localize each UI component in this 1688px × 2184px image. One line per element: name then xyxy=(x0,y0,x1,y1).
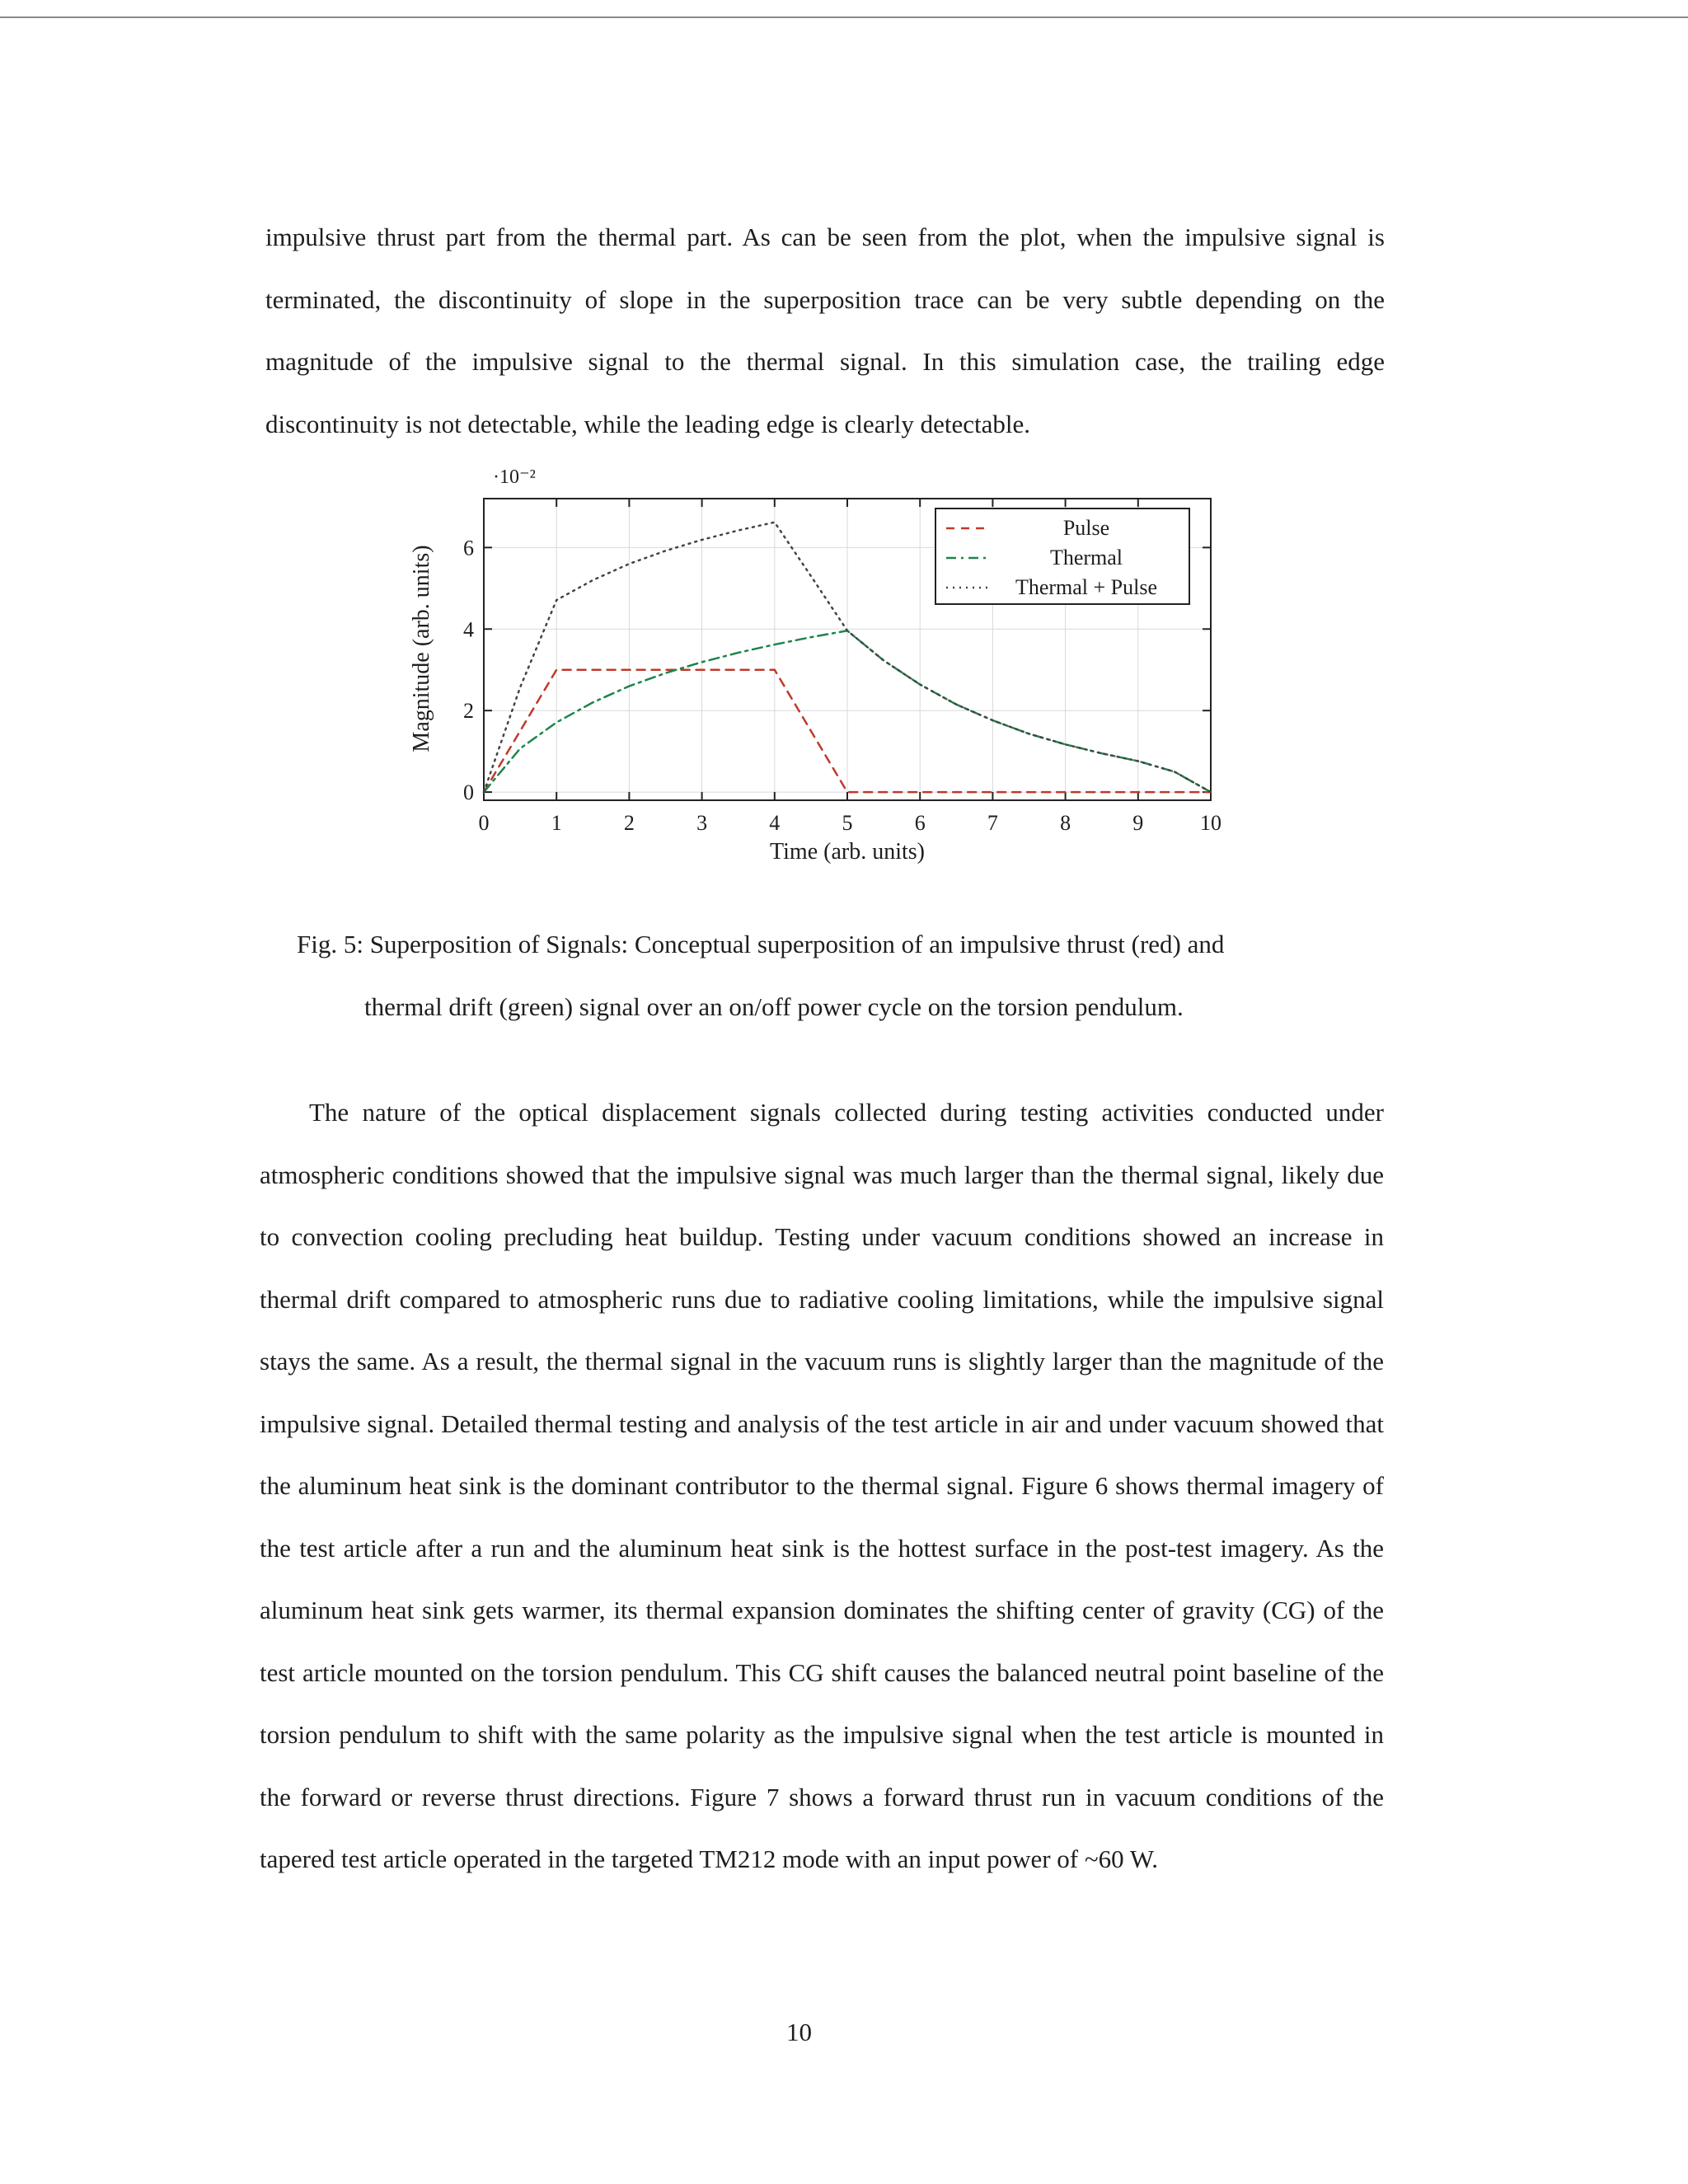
x-tick-label: 9 xyxy=(1132,811,1144,835)
page-number: 10 xyxy=(786,2018,812,2046)
y-tick-label: 0 xyxy=(463,780,474,805)
paragraph-top: impulsive thrust part from the thermal part. As can be seen from the plot, when the impulsive signal is terminated, the discontinuity of slope in the superposition trace can be very subtle depending on the magnitude of the impulsive signal to the thermal signal. In this simulation case, the trailing edge discontinuity is not detectable, while the leading edge is clearly detectable. xyxy=(265,223,1385,438)
y-tick-label: 2 xyxy=(463,699,474,724)
x-tick-label: 7 xyxy=(987,811,998,835)
x-tick-label: 5 xyxy=(842,811,853,835)
y-tick-label: 6 xyxy=(463,536,474,560)
legend-label-thermal-plus-pulse: Thermal + Pulse xyxy=(1015,575,1158,599)
y-axis-label: Magnitude (arb. units) xyxy=(409,545,434,752)
y-tick-label: 4 xyxy=(463,617,474,642)
x-tick-label: 8 xyxy=(1060,811,1071,835)
y-scale-label: ·10⁻² xyxy=(493,466,536,488)
header-rule xyxy=(0,16,1688,18)
figure-caption-text-continued: thermal drift (green) signal over an on/off power cycle on the torsion pendulum. xyxy=(364,992,1184,1021)
x-tick-label: 6 xyxy=(914,811,926,835)
figure-caption-text: Superposition of Signals: Conceptual superposition of an impulsive thrust (red) and xyxy=(369,930,1225,958)
x-tick-label: 4 xyxy=(769,811,781,835)
chart-legend xyxy=(935,509,1189,604)
figure-chart xyxy=(396,453,1253,882)
x-tick-label: 10 xyxy=(1200,811,1221,835)
paragraph-bottom: The nature of the optical displacement signals collected during testing activities conducted under atmospheric conditions showed that the impulsive signal was much larger than the thermal signal, likely due to convection cooling precluding heat buildup. Testing under vacuum conditions showed an increase in thermal drift compared to atmospheric runs due to radiative cooling limitations, while the impulsive signal stays the same. As a result, the thermal signal in the vacuum runs is slightly larger than the magnitude of the impulsive signal. Detailed thermal testing and analysis of the test article in air and under vacuum showed that the aluminum heat sink is the dominant contributor to the thermal signal. Figure 6 shows thermal imagery of the test article after a run and the aluminum heat sink is the hottest surface in the post-test imagery. As the aluminum heat sink gets warmer, its thermal expansion dominates the shifting center of gravity (CG) of the test article mounted on the torsion pendulum. This CG shift causes the balanced neutral point baseline of the torsion pendulum to shift with the same polarity as the impulsive signal when the test article is mounted in the forward or reverse thrust directions. Figure 7 shows a forward thrust run in vacuum conditions of the tapered test article operated in the targeted TM212 mode with an input power of ~60 W. xyxy=(260,1098,1384,1873)
x-tick-label: 1 xyxy=(551,811,562,835)
x-tick-label: 0 xyxy=(478,811,490,835)
x-tick-label: 3 xyxy=(696,811,708,835)
x-axis-label: Time (arb. units) xyxy=(770,839,925,865)
x-tick-label: 2 xyxy=(623,811,635,835)
legend-label-pulse: Pulse xyxy=(1062,516,1110,540)
legend-label-thermal: Thermal xyxy=(1049,546,1123,569)
figure-label: Fig. 5: xyxy=(297,930,363,958)
figure-caption xyxy=(297,913,1401,1038)
